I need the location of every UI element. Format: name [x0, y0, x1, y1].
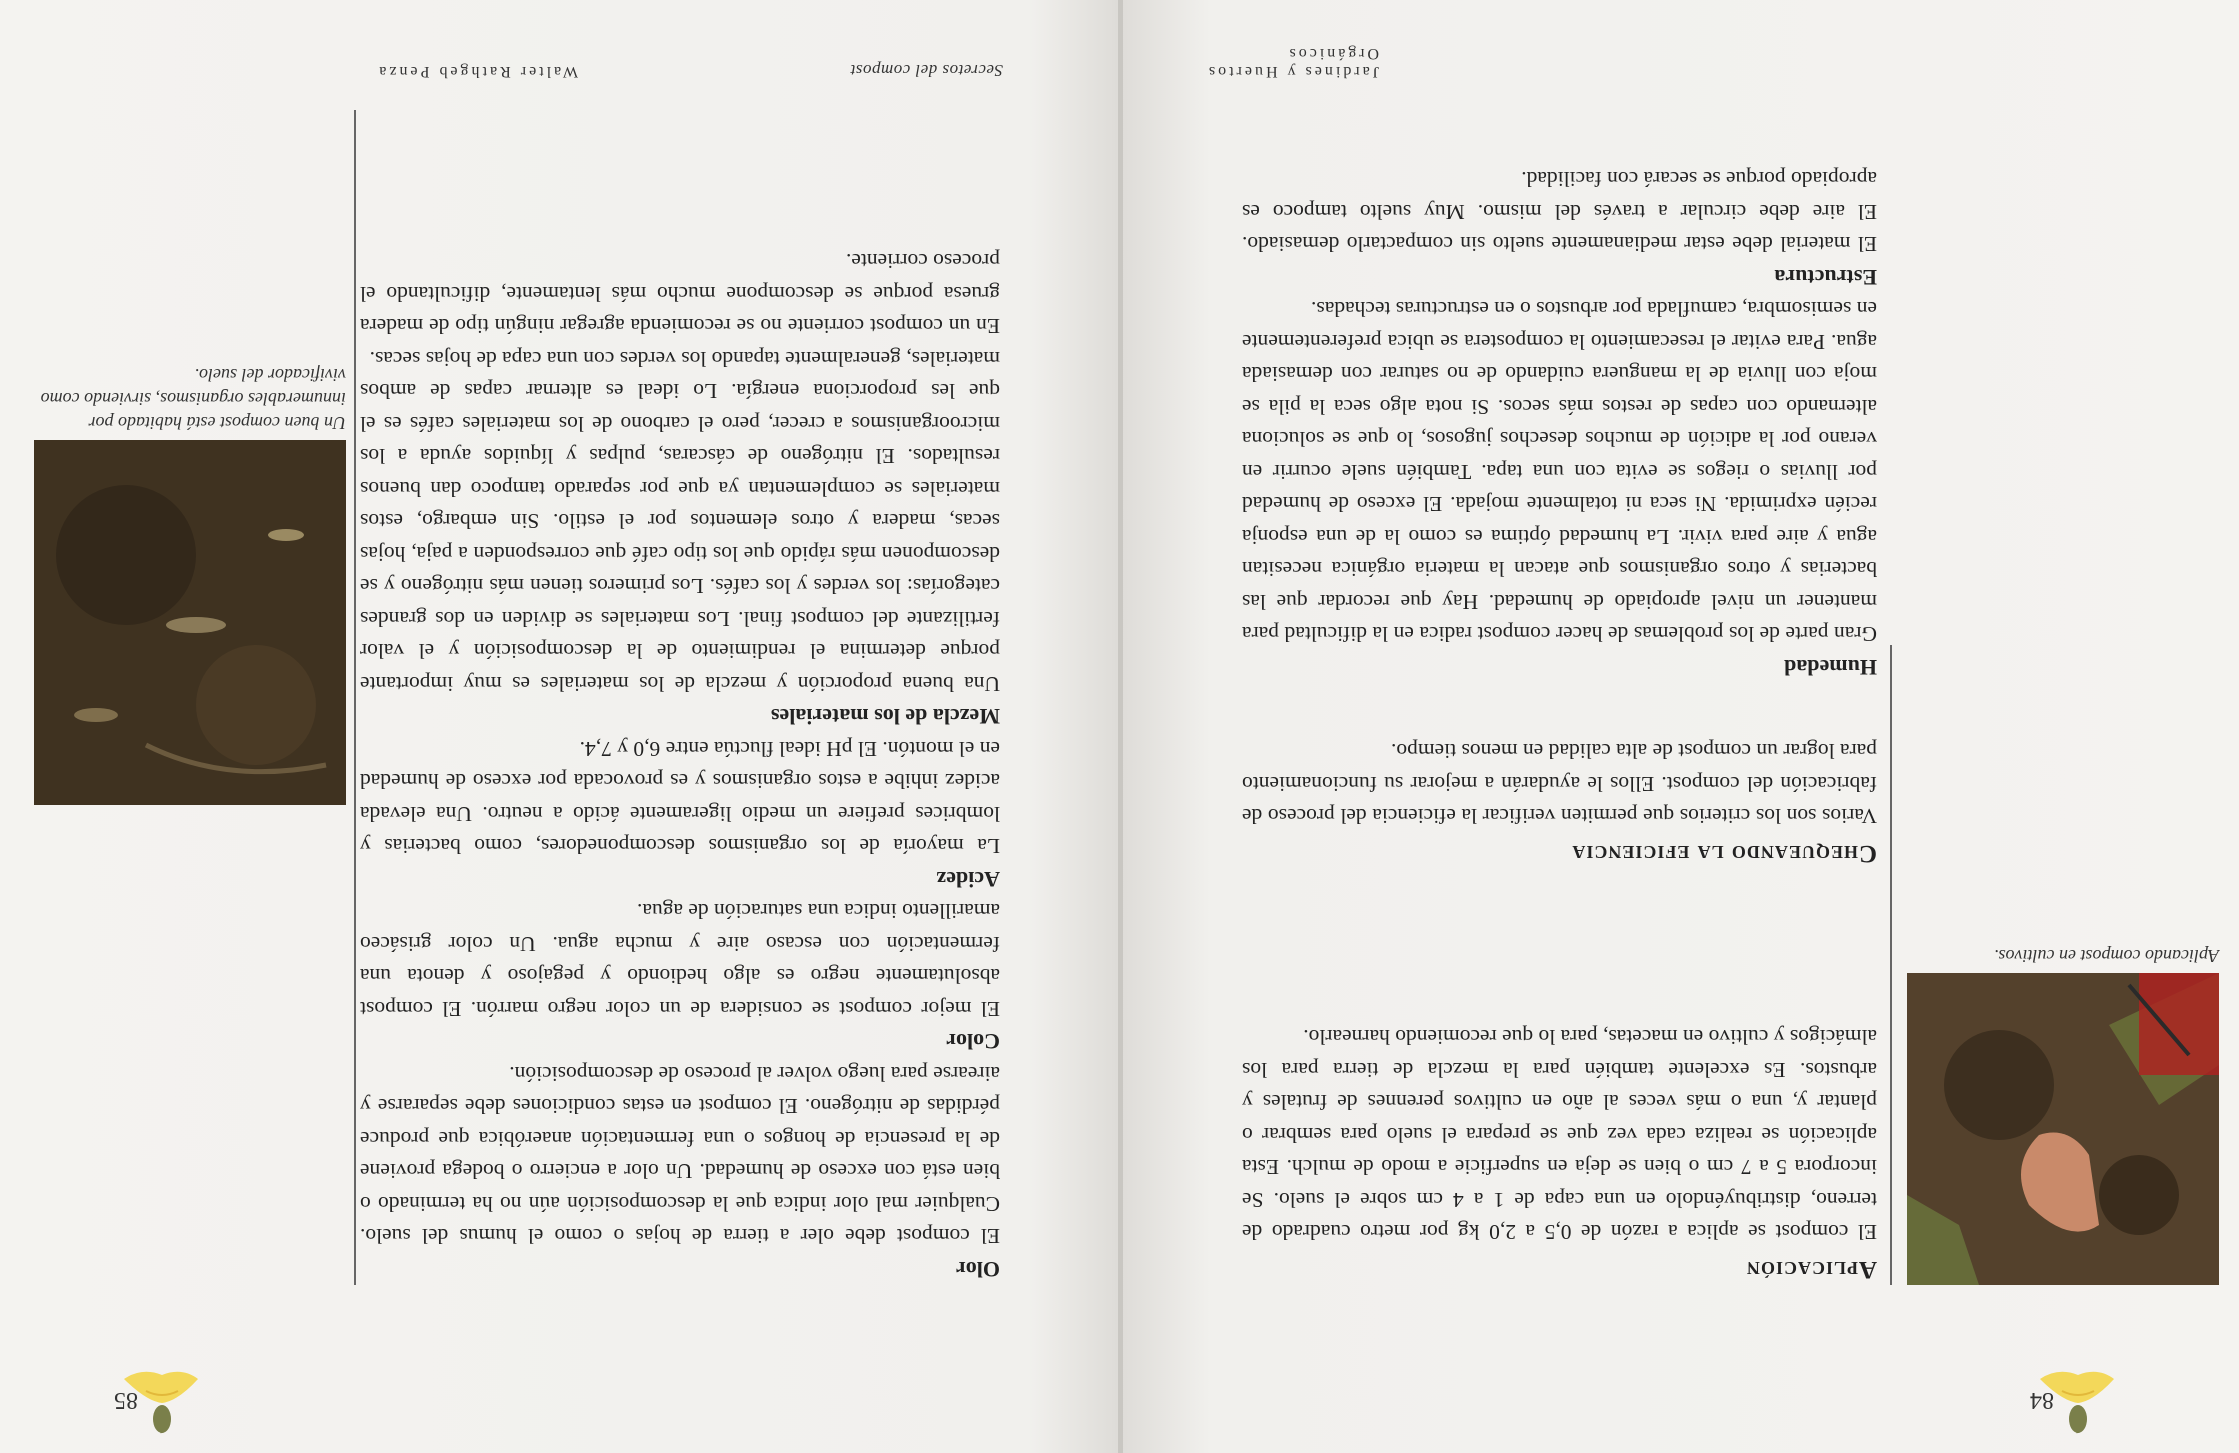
heading-estructura: Estructura	[1774, 265, 1877, 290]
paragraph-estructura: El material debe estar medianamente suelto sin compactarlo demasiado. El aire debe circular a través del mismo. Muy suelto tampoco es apropiado porque se secará con facilidad.	[1242, 167, 1877, 257]
page-number: 84	[2030, 1387, 2054, 1413]
heading-olor: Olor	[956, 1257, 1000, 1282]
page-85	[0, 0, 1118, 1453]
text-column-left	[1242, 163, 1877, 1285]
text-column-right	[360, 245, 1000, 1285]
heading-acidez: Acidez	[936, 867, 1000, 892]
running-head-left: Jardines y Huertos Orgánicos	[1205, 45, 1379, 80]
column-rule	[354, 110, 356, 1285]
heading-chequeando: Chequeando la eficiencia	[1571, 840, 1877, 867]
heading-color: Color	[946, 1029, 1000, 1055]
paragraph-humedad: Gran parte de los problemas de hacer compost radica en la dificultad para mantener un nivel apropiado de humedad. Hay que recordar que las bacterias y otros organismos que atacan la materia orgánica necesitan agua y aire para vivir. La humedad óptima es como la de una esponja recién exprimida. Ni seca ni totalmente mojada. El exceso de humedad por lluvias o riegos se evita con una tapa. También suele ocurrir en verano por la adición de muchos desechos jugosos, lo que se soluciona alternando con capas de restos más secos. Si nota algo seca la pila se moja con lluvia de la manguera cuidando de no saturar con demasiada agua. Para evitar el resecamiento la compostera se ubica preferentemente en semisombra, camuflada por arbustos o en estructuras techadas.	[1242, 297, 1877, 647]
paragraph-mezcla-2: En un compost corriente no se recomienda agregar ningún tipo de madera gruesa porque se descompone mucho más lentamente, dificultando el proceso corriente.	[360, 249, 1000, 339]
paragraph-chequeando: Varios son los criterios que permiten verificar la eficiencia del proceso de fabricación del compost. Ellos le ayudarán a mejorar su funcionamiento para lograr un compost de alta calidad en menos tiempo.	[1242, 739, 1877, 829]
photo-caption: Aplicando compost en cultivos.	[1994, 946, 2219, 966]
paragraph-color: El mejor compost se considera de un color negro marrón. El compost absolutamente negro es algo hediondo y pegajoso y denota una fermentación con escaso aire y mucha agua. Un color grisáceo amarillento indica una saturación de agua.	[360, 899, 1000, 1021]
paragraph-acidez: La mayoría de los organismos descomponedores, como bacterias y lombrices prefiere un medio ligeramente ácido a neutro. Una elevada acidez inhibe a estos organismos y es provocada por exceso de humedad en el montón. El pH ideal fluctúa entre 6,0 y 7,4.	[360, 737, 1000, 859]
column-rule	[1890, 645, 1892, 1285]
author-name: Walter Rathgeb Penza	[376, 63, 578, 80]
photo-applying-compost	[1907, 973, 2219, 1285]
page-number: 85	[114, 1387, 138, 1413]
paragraph-mezcla-1: Una buena proporción y mezcla de los materiales es muy importante porque determina el rendimiento de la descomposición y el valor fertilizante del compost final. Los materiales se dividen en dos grandes categorías: los verdes y los cafés. Los primeros tienen más nitrógeno y se descomponen más rápido que los tipo café que corresponden a paja, hojas secas, madera y otros elementos por el estilo. Sin embargo, estos materiales se complementan ya que por separado tampoco dan buenos resultados. El nitrógeno de cáscaras, pulpas y líquidos ayuda a los microorganismos a crecer, pero el carbono de los materiales cafés es el que les proporciona energía. Lo ideal es alternar capas de ambos materiales, generalmente tapando los verdes con una capa de hojas secas.	[360, 347, 1000, 696]
paragraph-aplicacion: El compost se aplica a razón de 0,5 a 2,0 kg por metro cuadrado de terreno, distribuyéndolo en una capa de 1 a 4 cm sobre el suelo. Se incorpora 5 a 7 cm o bien se deja en superficie a modo de mulch. Esta aplicación se realiza cada vez que se prepara el suelo para sembrar o plantar y, una o más veces al año en cultivos perennes de frutales y arbustos. Es excelente también para la mezcla de tierra para los almácigos y cultivo en macetas, para lo que recomiendo harnearlo.	[1242, 1025, 1877, 1245]
heading-humedad: Humedad	[1784, 655, 1877, 680]
heading-mezcla: Mezcla de los materiales	[770, 704, 1000, 730]
running-head-right: Secretos del compost	[850, 61, 1003, 80]
paragraph-olor: El compost debe oler a tierra de hojas o como el humus del suelo. Cualquier mal olor indica que la descomposición aún no ha terminado o bien está con exceso de humedad. Un olor a encierro o bodega proviene de la presencia de hongos o una fermentación anaeróbica que produce pérdidas de nitrógeno. El compost en estas condiciones debe separarse y airearse para luego volver al proceso de descomposición.	[360, 1062, 1000, 1249]
photo-caption: Un buen compost está habitado por innumerables organismos, sirviendo como vivificador del suelo.	[40, 365, 346, 433]
photo-compost-organisms	[34, 440, 346, 805]
heading-aplicacion: Aplicación	[1745, 1256, 1877, 1283]
page-84	[1121, 0, 2239, 1453]
